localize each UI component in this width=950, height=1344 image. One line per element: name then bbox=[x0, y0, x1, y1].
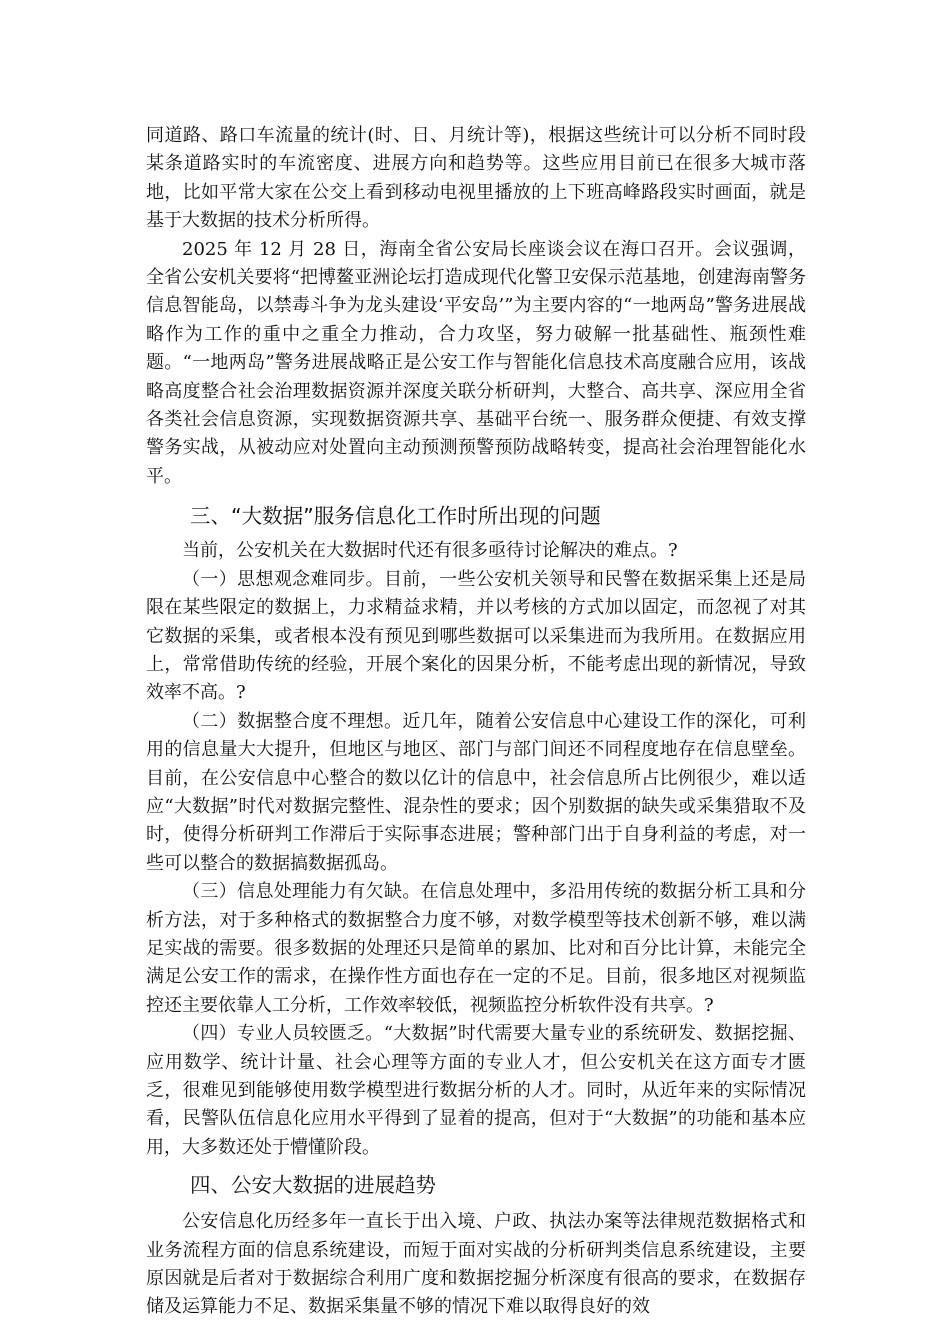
list-item: （四）专业人员较匮乏。“大数据”时代需要大量专业的系统研发、数据挖掘、应用数学、统计计量、社会心理等方面的专业人才，但公安机关在这方面专才匮乏，很难见到能够使用数学模型进行数据分析的人才。同时，从近年来的实际情况看，民警队伍信息化应用水平得到了显着的提高，但对于“大数据”的功能和基本应用，大多数还处于懵懂阶段。 bbox=[146, 1023, 806, 1158]
list-item: （二）数据整合度不理想。近几年，随着公安信息中心建设工作的深化，可利用的信息量大大提升，但地区与地区、部门与部门间还不同程度地存在信息壁垒。目前，在公安信息中心整合的数以亿计的信息中，社会信息所占比例很少，难以适应“大数据”时代对数据完整性、混杂性的要求；因个别数据的缺失或采集猎取不及时，使得分析研判工作滞后于实际事态进展；警种部门出于自身利益的考虑，对一些可以整合的数据搞数据孤岛。 bbox=[146, 710, 806, 874]
body-paragraph: 同道路、路口车流量的统计(时、日、月统计等)，根据这些统计可以分析不同时段某条道路实时的车流密度、进展方向和趋势等。这些应用目前已在很多大城市落地，比如平常大家在公交上看到移动电视里播放的上下班高峰路段实时画面，就是基于大数据的技术分析所得。 bbox=[146, 125, 806, 232]
section-heading: 四、公安大数据的进展趋势 bbox=[190, 1173, 436, 1198]
section-heading: 三、“大数据”服务信息化工作时所出现的问题 bbox=[190, 504, 601, 529]
document-page bbox=[146, 122, 806, 1322]
list-item: （三）信息处理能力有欠缺。在信息处理中，多沿用传统的数据分析工具和分析方法，对于多种格式的数据整合力度不够，对数学模型等技术创新不够，难以满足实战的需要。很多数据的处理还只是简单的累加、比对和百分比计算，未能完全满足公安工作的需求，在操作性方面也存在一定的不足。目前，很多地区对视频监控还主要依靠人工分析，工作效率较低，视频监控分析软件没有共享。? bbox=[146, 881, 806, 1016]
body-paragraph: 公安信息化历经多年一直长于出入境、户政、执法办案等法律规范数据格式和业务流程方面的信息系统建设，而短于面对实战的分析研判类信息系统建设，主要原因就是后者对于数据综合利用广度和数据挖掘分析深度有很高的要求，在数据存储及运算能力不足、数据采集量不够的情况下难以取得良好的效 bbox=[146, 1211, 806, 1318]
list-item: （一）思想观念难同步。目前，一些公安机关领导和民警在数据采集上还是局限在某些限定的数据上，力求精益求精，并以考核的方式加以固定，而忽视了对其它数据的采集，或者根本没有预见到哪些数据可以采集进而为我所用。在数据应用上，常常借助传统的经验，开展个案化的因果分析，不能考虑出现的新情况，导致效率不高。? bbox=[146, 568, 806, 704]
section-intro: 当前，公安机关在大数据时代还有很多亟待讨论解决的难点。? bbox=[182, 540, 678, 562]
body-paragraph: 2025 年 12 月 28 日，海南全省公安局长座谈会议在海口召开。会议强调，全省公安机关要将“把博鳌亚洲论坛打造成现代化警卫安保示范基地，创建海南警务信息智能岛，以禁毒斗争为龙头建设‘平安岛’”为主要内容的“一地两岛”警务进展战略作为工作的重中之重全力推动，合力攻坚，努力破解一批基础性、瓶颈性难题。“一地两岛”警务进展战略正是公安工作与智能化信息技术高度融合应用，该战略高度整合社会治理数据资源并深度关联分析研判，大整合、高共享、深应用全省各类社会信息资源，实现数据资源共享、基础平台统一、服务群众便捷、有效支撑警务实战，从被动应对处置向主动预测预警预防战略转变，提高社会治理智能化水平。 bbox=[146, 238, 806, 487]
